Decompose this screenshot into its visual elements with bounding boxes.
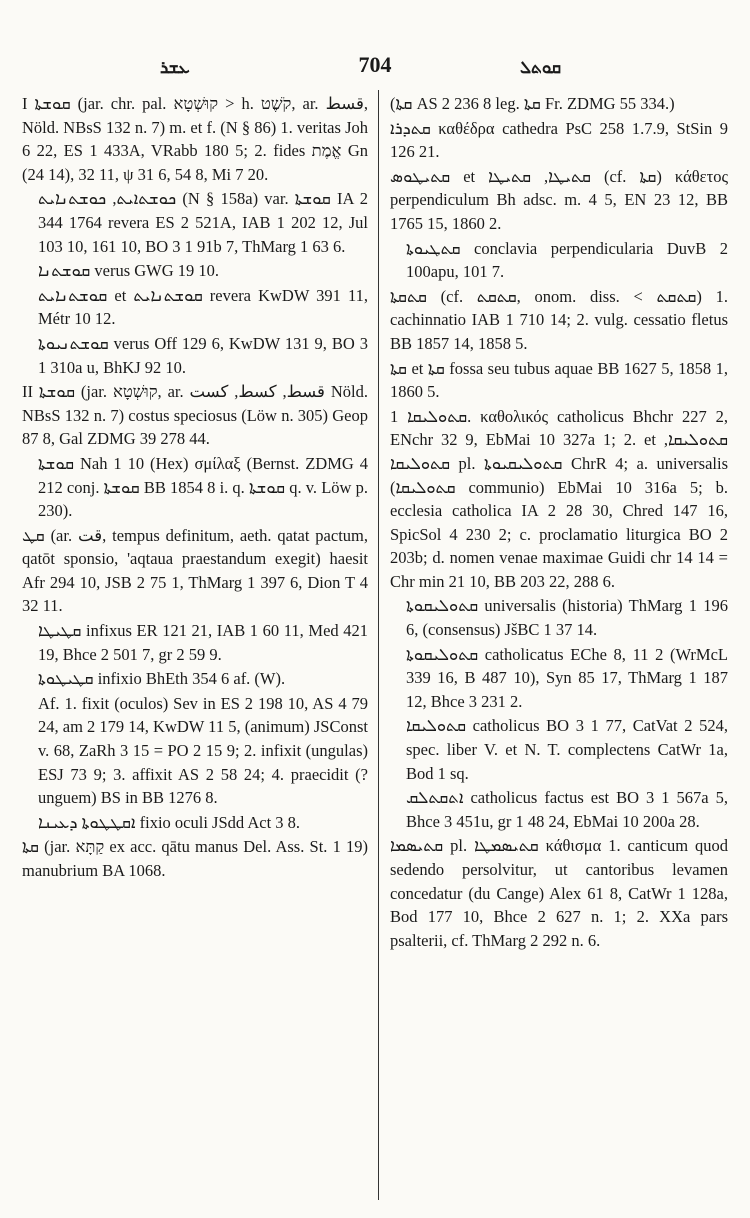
entry: ܩܘܫܬܐ Nah 1 10 (Hex) σμίλαξ (Bernst. ZDMG 4 212 conj. ܩܘܫܬܐ BB 1854 8 i. q. ܩܘܫܬܐ q. v. Löw p. 230). <box>38 453 368 521</box>
entry: II ܩܘܫܬܐ (jar. קוּשְׁטָא, ar. قسط, كسط, كست Nöld. NBsS 132 n. 7) costus speciosus (Löw n. 305) Geop 87 8, Gal ZDMG 39 278 44. <box>22 382 368 449</box>
entry: ܩܘܫܬܢܐ verus GWG 19 10. <box>38 261 220 281</box>
page-number: 704 <box>358 52 392 77</box>
entry: ܩܛ (ar. قت, tempus definitum, aeth. qatat pactum, qatōt sponsio, 'aqtaua praestandum exegit) haesit Afr 294 10, JSB 2 75 1, ThMarg 1 397 6, Dion T 4 32 11. <box>22 525 368 616</box>
entry: ܩܬܘܠܝܩܐ catholicus BO 3 1 77, CatVat 2 524, spec. liber V. et N. T. complectens CatWr 1a, Bod 1 sq. <box>406 716 728 783</box>
entry: ܩܛܝܛܐ infixus ER 121 21, IAB 1 60 11, Med 421 19, Bhce 2 501 7, gr 2 59 9. <box>38 621 368 664</box>
entry: ܟܘܫܬܐܝܬ, ܟܘܫܬܢܐܝܬ (N § 158a) var. ܩܘܫܬܐ IA 2 344 1764 revera ES 2 521A, IAB 1 202 12, Jul 103 10, 161 10, BO 3 1 91b 7, ThMarg 1 63 6. <box>38 189 369 256</box>
entry: ܩܘܫܬܢܐܝܬ et ܩܘܫܬܢܐܝܬ revera KwDW 391 11, Métr 10 12. <box>38 285 368 329</box>
entry: ܩܬܘܠܝܩܐ 1. καθολικός catholicus Bhchr 227 2, ENchr 32 9, EbMai 10 327a 1; 2. et ܩܬܘܠܝܩܐ, ܩܬܘܠܝܩܐ pl. ܩܬܘܠܝܩܝܘܬܐ ChrR 4; a. universalis (ܩܬܘܠܝܩܐ communio) EbMai 10 316a 5; b. ecclesia catholica IA 2 28 30, Chred 147 16, SpicSol 4 230 2; c. proclamatio liturgica BO 2 203b; d. nomen venae maximae Guidi chr 14 14 = Chr min 21 10, BB 203 22, 288 6. <box>390 406 728 591</box>
column-divider <box>378 90 379 1200</box>
header-right-word: ܩܘܬܠ <box>520 58 562 78</box>
header-left-word: ܥܫܪ <box>160 58 190 78</box>
entry: Af. 1. fixit (oculos) Sev in ES 2 198 10, AS 4 79 24, am 2 179 14, KwDW 11 5, (animum) JSConst v. 68, ZaRh 3 15 = PO 2 15 9; 2. infixit (ungulas) ESJ 73 9; 3. affixit AS 2 58 24; 4. praecidit (? unguem) BS in BB 1276 8. <box>38 693 368 808</box>
entry: ܩܬܘܠܝܩܘܬܐ universalis (historia) ThMarg 1 196 6, (consensus) JšBC 1 37 14. <box>406 596 728 640</box>
entry: ܐܬܩܬܠܩ catholicus factus est BO 3 1 567a 5, Bhce 3 451u, gr 1 48 24, EbMai 10 200a 28. <box>406 788 728 831</box>
page-header <box>0 52 750 82</box>
entry: ܩܬܐ et ܩܬܐ fossa seu tubus aquae BB 1627 5, 1858 1, 1860 5. <box>390 358 728 402</box>
entry: ܩܬܘܠܝܩܘܬܐ catholicatus EChe 8, 11 2 (WrMcL 339 16, B 487 10), Syn 85 17, ThMarg 1 187 12, Bhce 3 231 2. <box>406 644 728 711</box>
entry: ܩܬܝܣܡܐ pl. ܩܬܝܣܡܛܐ κάθισμα 1. canticum quod sedendo persolvitur, ut cantoribus levamen concedatur (du Cange) Alex 61 8, CatWr 1 128a, Bod 177 10, Bhce 2 627 n. 1; 2. XXa pars psalterii, cf. ThMarg 2 292 n. 6. <box>390 836 729 950</box>
right-column <box>390 92 728 953</box>
entry: ܩܬܛܝܘܬܐ conclavia perpendicularia DuvB 2 100apu, 101 7. <box>406 238 728 282</box>
entry: ܩܬܐ (jar. קַתָּא ex acc. qātu manus Del. Ass. St. 1 19) manubrium BA 1068. <box>22 837 368 880</box>
entry: ܩܬܩܬܐ (cf. ܩܬܩܬ, onom. diss. < ܩܬܩܬ) 1. cachinnatio IAB 1 710 14; 2. vulg. cessatio fletus BB 1857 14, 1858 5. <box>390 286 728 353</box>
entry: ܩܬܕܪܐ καθέδρα cathedra PsC 258 1.7.9, StSin 9 126 21. <box>390 118 728 162</box>
entry: ܩܛܝܛܘܬܐ infixio BhEth 354 6 af. (W). <box>38 669 286 689</box>
entry: ܐܩܛܛܘܬܐ ܕܥܝܢܐ fixio oculi JSdd Act 3 8. <box>38 812 301 832</box>
entry: I ܩܘܫܬܐ (jar. chr. pal. קוּשְׁטָא > h. קֹשֶׁט, ar. قسط, Nöld. NBsS 132 n. 7) m. et f. (N § 86) 1. veritas Joh 6 22, ES 1 433A, VRabb 180 5; 2. fides אֱמֶת Gn (24 14), 32 11, ψ 31 6, 54 8, Mi 7 20. <box>22 94 369 184</box>
entry: ܩܘܫܬܢܝܘܬܐ verus Off 129 6, KwDW 131 9, BO 3 1 310a u, BhKJ 92 10. <box>38 333 368 377</box>
entry: (ܩܬܐ AS 2 236 8 leg. ܩܬܐ Fr. ZDMG 55 334.) <box>390 94 675 113</box>
left-column <box>22 92 368 884</box>
entry: ܩܬܝܛܘܣ et ܩܬܝܛܐ, ܩܬܝܛܐ (cf. ܩܬܐ) κάθετος perpendiculum Bh adsc. m. 4 5, EN 23 12, BB 1765 15, 1860 2. <box>390 166 728 233</box>
